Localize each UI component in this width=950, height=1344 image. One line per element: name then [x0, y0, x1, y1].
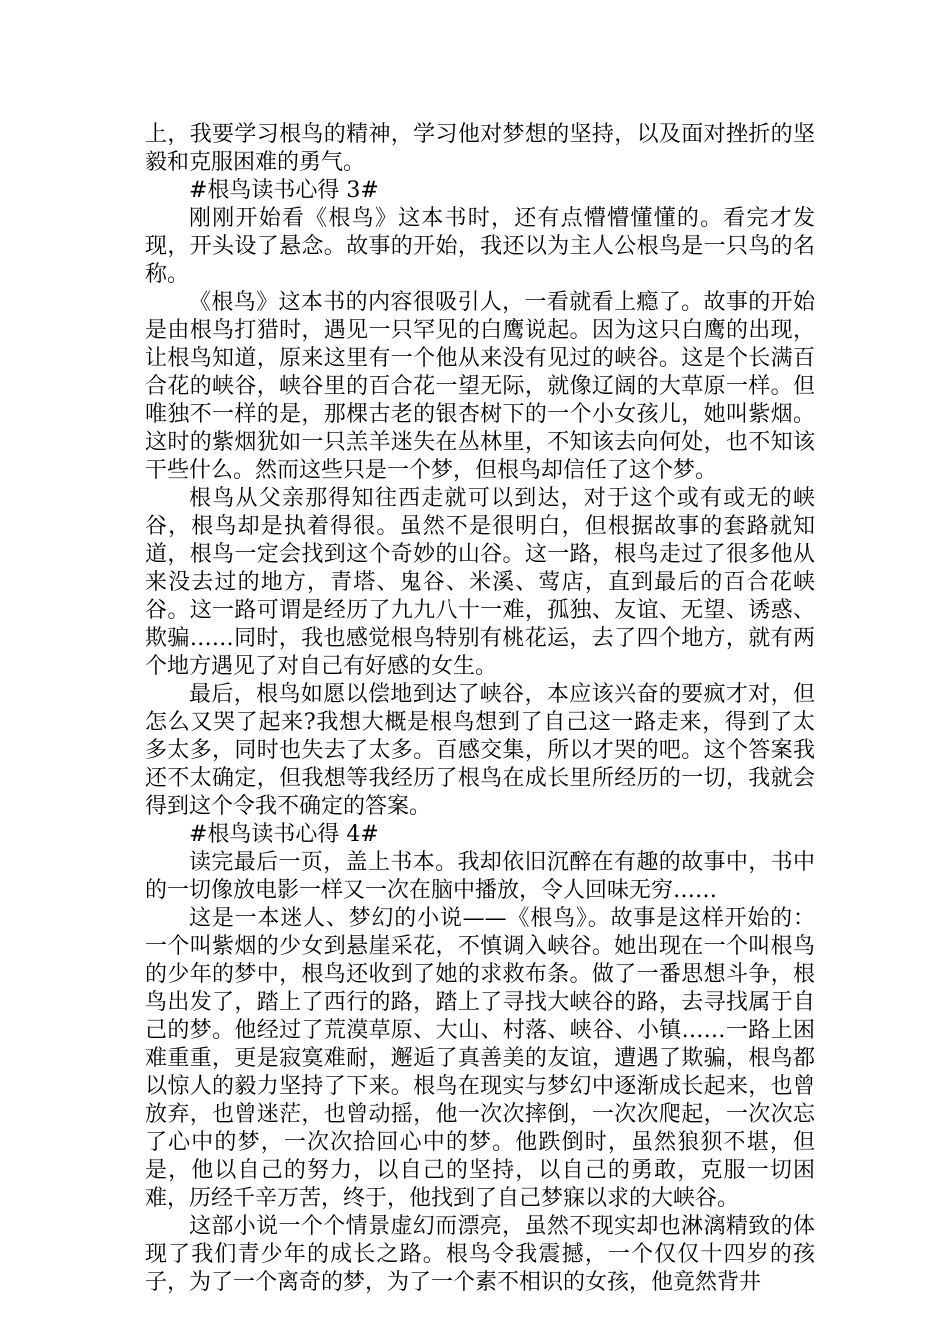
section-heading-4: #根鸟读书心得 4#: [189, 822, 379, 847]
paragraph: 读完最后一页，盖上书本。我却依旧沉醉在有趣的故事中，书中的一切像放电影一样又一次在脑中播放，令人回味无穷……: [145, 850, 815, 903]
paragraph: 《根鸟》这本书的内容很吸引人，一看就看上瘾了。故事的开始是由根鸟打猎时，遇见一只罕见的白鹰说起。因为这只白鹰的出现，让根鸟知道，原来这里有一个他从来没有见过的峡谷。这是个长满百合花的峡谷，峡谷里的百合花一望无际，就像辽阔的大草原一样。但唯独不一样的是，那棵古老的银杏树下的一个小女孩儿，她叫紫烟。这时的紫烟犹如一只羔羊迷失在丛林里，不知该去向何处，也不知该干些什么。然而这些只是一个梦，但根鸟却信任了这个梦。: [145, 290, 815, 483]
paragraph-continuation: 上，我要学习根鸟的精神，学习他对梦想的坚持，以及面对挫折的坚毅和克服困难的勇气。: [145, 122, 815, 175]
paragraph: 刚刚开始看《根鸟》这本书时，还有点懵懵懂懂的。看完才发现，开头设了悬念。故事的开始，我还以为主人公根鸟是一只鸟的名称。: [145, 206, 815, 287]
paragraph: 这部小说一个个情景虚幻而漂亮，虽然不现实却也淋漓精致的体现了我们青少年的成长之路。根鸟令我震撼，一个仅仅十四岁的孩子，为了一个离奇的梦，为了一个素不相识的女孩，他竟然背井: [145, 1214, 815, 1295]
section-heading-3: #根鸟读书心得 3#: [189, 178, 379, 203]
paragraph: 这是一本迷人、梦幻的小说——《根鸟》。故事是这样开始的：一个叫紫烟的少女到悬崖采花，不慎调入峡谷。她出现在一个叫根鸟的少年的梦中，根鸟还收到了她的求救布条。做了一番思想斗争，根鸟出发了，踏上了西行的路，踏上了寻找大峡谷的路，去寻找属于自己的梦。他经过了荒漠草原、大山、村落、峡谷、小镇……一路上困难重重，更是寂寞难耐，邂逅了真善美的友谊，遭遇了欺骗，根鸟都以惊人的毅力坚持了下来。根鸟在现实与梦幻中逐渐成长起来，也曾放弃，也曾迷茫，也曾动摇，他一次次摔倒，一次次爬起，一次次忘了心中的梦，一次次拾回心中的梦。他跌倒时，虽然狼狈不堪，但是，他以自己的努力，以自己的坚持，以自己的勇敢，克服一切困难，历经千辛万苦，终于，他找到了自己梦寐以求的大峡谷。: [145, 906, 815, 1211]
paragraph: 根鸟从父亲那得知往西走就可以到达，对于这个或有或无的峡谷，根鸟却是执着得很。虽然不是很明白，但根据故事的套路就知道，根鸟一定会找到这个奇妙的山谷。这一路，根鸟走过了很多他从来没去过的地方，青塔、鬼谷、米溪、莺店，直到最后的百合花峡谷。这一路可谓是经历了九九八十一难，孤独、友谊、无望、诱惑、欺骗……同时，我也感觉根鸟特别有桃花运，去了四个地方，就有两个地方遇见了对自己有好感的女生。: [145, 486, 815, 679]
paragraph: 最后，根鸟如愿以偿地到达了峡谷，本应该兴奋的要疯才对，但怎么又哭了起来?我想大概是根鸟想到了自己这一路走来，得到了太多太多，同时也失去了太多。百感交集，所以才哭的吧。这个答案我还不太确定，但我想等我经历了根鸟在成长里所经历的一切，我就会得到这个令我不确定的答案。: [145, 682, 815, 819]
document-body: [145, 121, 815, 1297]
